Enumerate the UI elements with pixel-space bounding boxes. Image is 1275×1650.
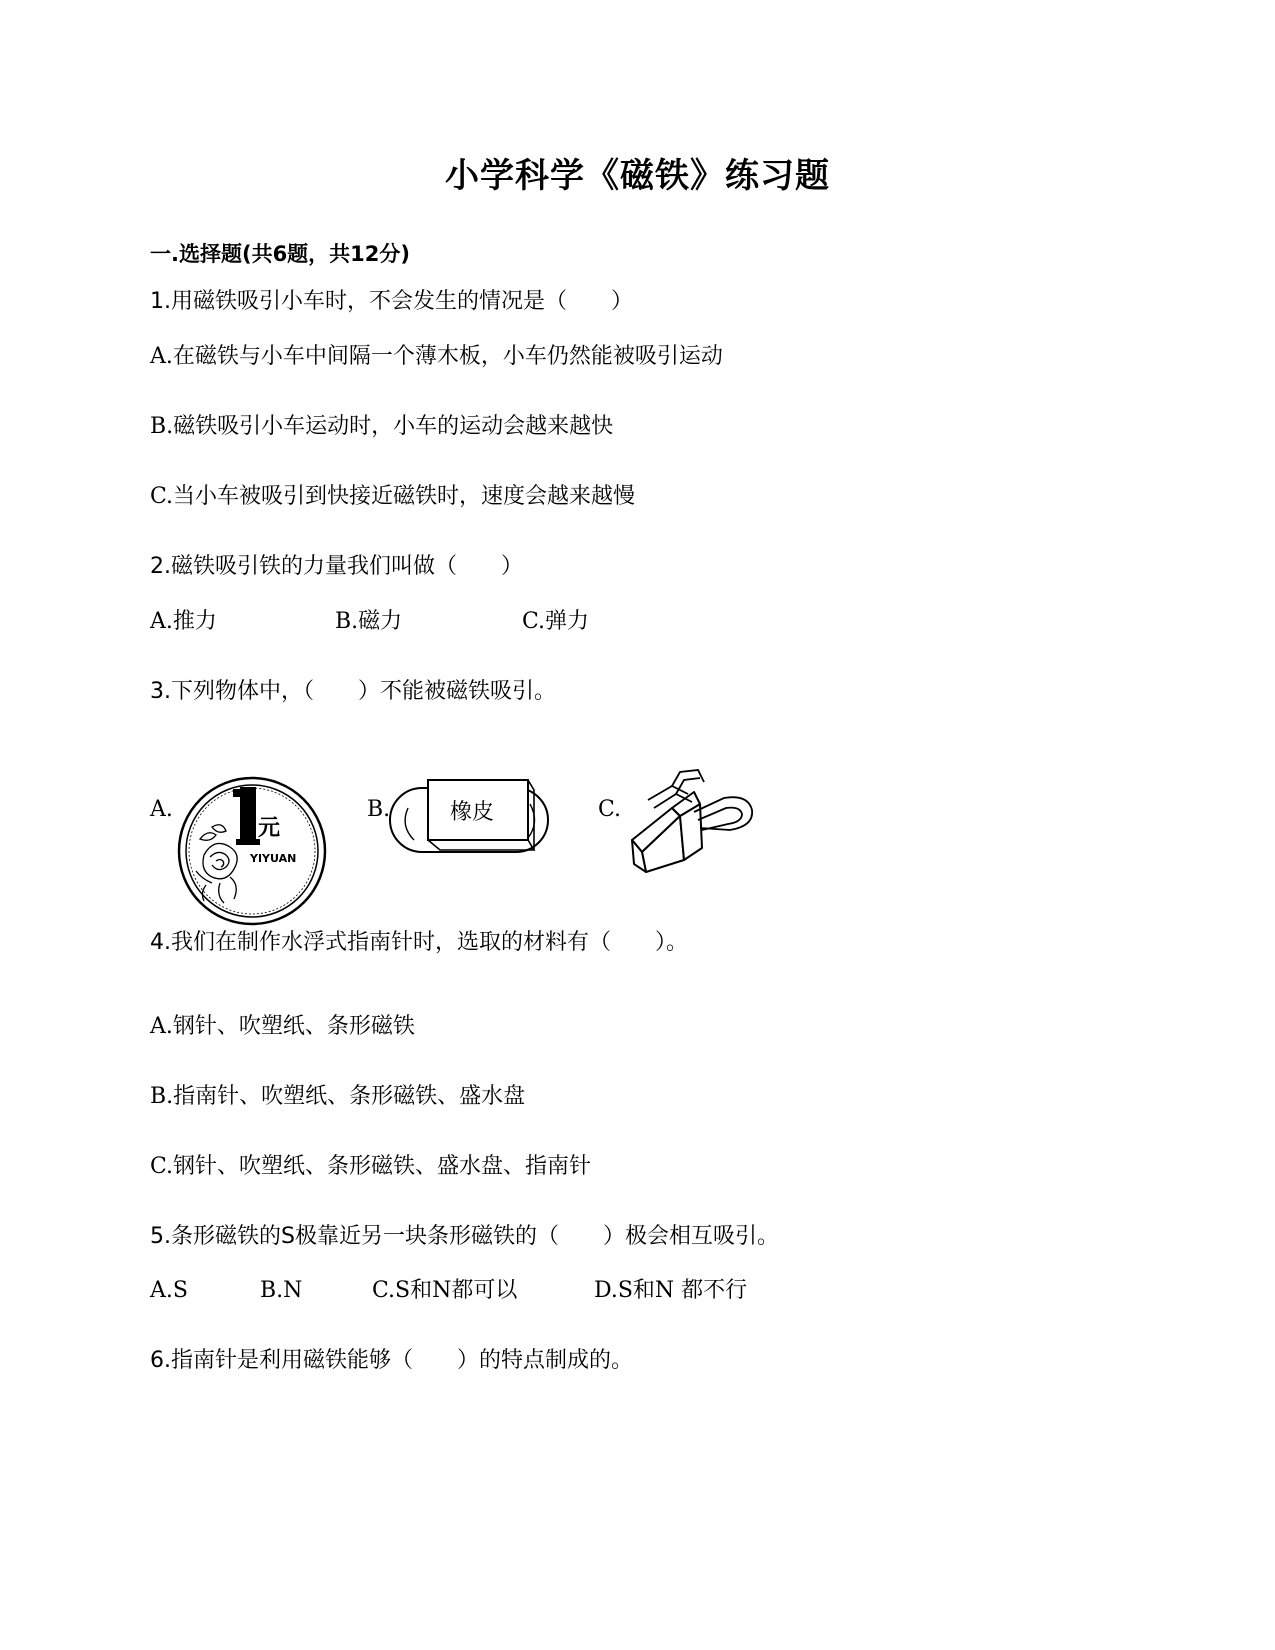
question-5-option-b: B.N: [260, 1278, 303, 1303]
question-4-stem: 4.我们在制作水浮式指南针时，选取的材料有（ ）。: [150, 930, 688, 955]
question-3-option-b-label: B.: [367, 797, 391, 822]
question-5-option-a: A.S: [150, 1278, 188, 1303]
eraser-label-text: 橡皮: [450, 800, 495, 825]
question-3-stem: 3.下列物体中，（ ）不能被磁铁吸引。: [150, 679, 556, 704]
question-5-option-c: C.S和N都可以: [372, 1278, 518, 1303]
question-3-option-a-label: A.: [150, 797, 173, 822]
question-2-option-a: A.推力: [150, 609, 217, 634]
eraser-image: [388, 778, 552, 860]
question-2-option-b: B.磁力: [335, 609, 403, 634]
coin-latin-text: YIYUAN: [250, 852, 297, 865]
page-title: 小学科学《磁铁》练习题: [445, 156, 830, 196]
question-4-option-b: B.指南针、吹塑纸、条形磁铁、盛水盘: [150, 1084, 526, 1109]
question-5-option-d: D.S和N 都不行: [594, 1278, 748, 1303]
binder-clip-image: [628, 768, 760, 878]
coin-unit-text: 元: [258, 816, 281, 841]
question-3-option-c-label: C.: [598, 797, 622, 822]
question-1-option-a: A.在磁铁与小车中间隔一个薄木板，小车仍然能被吸引运动: [150, 344, 723, 369]
coin-image: [176, 775, 328, 927]
question-5-stem: 5.条形磁铁的S极靠近另一块条形磁铁的（ ）极会相互吸引。: [150, 1224, 779, 1249]
question-4-option-c: C.钢针、吹塑纸、条形磁铁、盛水盘、指南针: [150, 1154, 592, 1179]
question-2-option-c: C.弹力: [522, 609, 590, 634]
question-4-option-a: A.钢针、吹塑纸、条形磁铁: [150, 1014, 415, 1039]
section-heading: 一.选择题(共6题，共12分): [150, 242, 411, 266]
question-1-option-c: C.当小车被吸引到快接近磁铁时，速度会越来越慢: [150, 484, 636, 509]
question-1-option-b: B.磁铁吸引小车运动时，小车的运动会越来越快: [150, 414, 614, 439]
question-1-stem: 1.用磁铁吸引小车时，不会发生的情况是（ ）: [150, 289, 633, 314]
question-2-stem: 2.磁铁吸引铁的力量我们叫做（ ）: [150, 554, 523, 579]
question-6-stem: 6.指南针是利用磁铁能够（ ）的特点制成的。: [150, 1348, 633, 1373]
